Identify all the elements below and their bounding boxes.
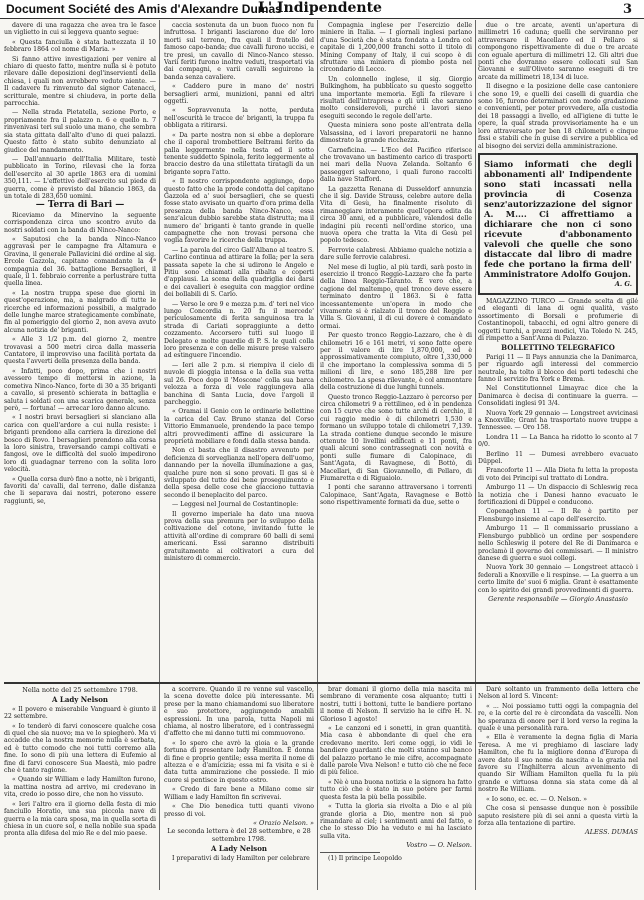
article-paragraph: Per questo tronco Reggio-Lazzaro, che è di chilometri 16 e 161 metri, vi sono fatte opere per il valore di lire 1,870,000, ed è approssimativamente compiuto, oltre 1,330,000 il che importano la complessiva somma di 5 milioni di lire, e sono 185,288 lire per chilometro. La spesa rilevante, è col ammontare della costruzione di due lunghi tunnels. [320,332,472,392]
article-paragraph: — La parola del circo Gall'Albano al teatro S. Carlino continua ad attirare la folla; per la sera passata sapete la che si udirono le Angelo e Pitiu sono chiamati alla ribalta e coperti d'applausi. La scena della quadriglia dei darsi e dei cavalieri è eseguita con maggior ordine dei bollabili di S. Carlo. [164,246,314,299]
article-paragraph: « La nostra truppa spese due giorni in quest'operazione, ma, a malgrado di tutte le ricerche ed informazioni possibili, a malgrado delle lunghe marce strategicamente combinate, fin al pomeriggio del giorno 2, non aveva avuto alcuna notizia de' briganti. [4,289,156,334]
telegraph-item: Nel Constitutionnel Limayrac dice che la Danimarca è decisa di continuare la guerra. — Consolidati inglesi 91 3/4. [478,385,638,408]
article-paragraph: « Infatti, poco dopo, prima che i nostri avessero tempo di mettersi in azione, la cometiva Ninco-Nanco, forte di 30 a 35 briganti a cavallo, si presentò schierata in battaglia e saluta i soldati con una scarica generale, senza però, — fortuna! — arrecar loro danno alcuno. [4,367,156,412]
telegraph-item: Berlino 11 — Dumesi avrebbero evacuato Düppel. [478,450,638,466]
letter-dateline: Nella notte del 25 settembre 1798. [22,686,138,694]
article-paragraph: « Sopravvenuta la notte, perduta nell'oscurità le tracce de' briganti, la truppa fu obbligata a ritirarsi. [164,107,314,130]
footnote: (1) Il principe Leopoldo [328,854,402,862]
letter-signature: « Orazio Nelson. » [253,818,314,827]
column-divider [475,20,476,890]
letter-paragraph: a scorrere. Quando il re venne sul vascello, la scena dovette dolce più interessante. Mi prese per la mano chiamandomi suo liberatore e suo protettore, aggiungendo amabili espressioni. In una parola, tutta Napoli mi chiama, al nostro liberatore, ed i contrassegni d'affetto che mi danno tutti mi commuovono. [164,686,314,738]
letter-paragraph: « Ieri l'altro era il giorno della festa di mio fanciullo Horatio, una sua piccola nave di guerra e la mia cara sposa, ma in quella sorta di chiesa in un cuore sol, e nella nobile sua spada pronta alla difesa del mio Re e del mio paese. [4,800,156,838]
article-paragraph: Nel mese di luglio, al più tardi, sarà posto in esercizio il tronco Reggio-Lazzaro che fa parte della linea Reggio-Taranto. È vero che, a cagione del maltempo, quel tronco deve essere terminato dentro il 1863. Si è fatta incessantemente un'opera in modo che vivamente si è rialzato il tronco del Reggio e Villa S. Giovanni, il di cui dovere è comandato ormai. [320,263,472,330]
letter-paragraph: « Io tenderò di farvi conoscere qualche cosa di quel che sia nuovo; ma ve lo spiegherò. Ma vi accadde che la nostra memorie nulla è serbata, ed è tutto comodo che noi tutti corremo alla fine. Io sono di più una lettera di Eufemio al fine di farvi conoscere Sua Maestà, mio padre che è tanto ragione. [4,722,156,775]
article-paragraph: Il disegno e la posizione delle case cantoniere che sono 19, e quelli dei caselli di guardia che sono 16, furono determinati con modo gradazione e convenienti, per poter provvedere, alla custodia dei 18 passaggi a livello, ed all'igiene di tutte le opere, la qual strada provvisoriamente ha e un loro attraversato per ben 18 chilometri e cinque fissi e stabili che in guise di servire a pubblica ed al bisogno dei servizi della amministrazione. [478,83,638,150]
manager-signature: Gerente responsabile — Giorgio Anastasio [488,594,628,603]
telegraph-item: Francoforte 11 — Alla Dieta fu letta la proposta di voto dei Principi sul trattato di Londra. [478,467,638,482]
feuilleton-column-3 [320,686,472,891]
letter-paragraph: « Che Dio benedica tutti quanti vivono presso di voi. [164,803,314,818]
column-divider [159,20,160,890]
bulletin-title: BOLLETTINO TELEGRAFICO [501,343,615,353]
article-paragraph: « Oramai il Genio con le ordinarie bollettine la carica del Cav. Bruno stanza del Corso Vittorio Emmanuele, prendendo la pace tempo altri provvedimenti affine di assicurare la proprietà mobiliare e fondi dalla stessa banda. [164,408,314,445]
article-paragraph: I ponti che saranno attraversano i torrenti Calopinace, Sant'Agata, Ravagnese e Bottò sono rispettivamente formati da due, sette o [320,484,472,507]
article-paragraph: davere di una ragazza che avea tra le fasce un viglietto in cui si leggeva quanto segue: [4,22,156,37]
footnote-rule [320,852,380,853]
article-paragraph: « I nostri bravi bersaglieri si slanciano alla carica con quell'ardore a cui nulla resiste: i briganti prendono alla carriera la direzione del bosco di Rovo. I bersaglieri prendono alla corsa la loro sinistra, traversando campi coltivati e fangosi, ove le difficoltà del suolo impedirono loro di guadagnar terreno con la solita loro velocità. [4,414,156,474]
letter-paragraph: brar domani il giorno della mia nascita mi sembrano di veramente cosa alquanto; tutti i nostri, tutti i bottoni, tutte le bandiere portano il nome di Nelson. Il servizio ha le cifre H. N. Glorioso 1 agosto! [320,686,472,723]
feuilleton-column-1 [4,686,156,891]
letter-paragraph: « Le canzoni ed i sonetti, in gran quantità. Mia casa è abbondante di quel che era credevano merito. Ieri come oggi, io vidi le bandiere guardanti che molti stanno sul banco del palazzo portano le mie cifre, accompagnate dalle parole Viva Nelson! e tutto ciò che ne fece di più felice. [320,725,472,777]
letter-paragraph: Che cosa si pensasse dunque non è possibile saputo resistere più di sei anni a questa virtù la forza alla tentazione di partire. [478,805,638,827]
article-paragraph: « Saputosi che la banda Ninco-Nanco aggravasi per le campagne fra Altamura e Gravina, il generale Pallavicini dié ordine al sig. Ercole Gazzola, capitano comandante la 4ª compagnia del 36. battaglione Bersaglieri, il quale, il 1. febbraio corrente a perlustrare tutta quella linea. [4,235,156,288]
advertisement: MAGAZZINO TURCO — Grande scelta di gilé ed eleganti di lana di ogni qualità, vasto assortimento di Borsali e profumerie di Costantinopoli, tabacchi, ed ogni altro genere di oggetti turchi, a prezzi modici, Via Toledo N. 245, di rimpetto a Sant'Anna di Palazzo. [478,297,638,342]
article-paragraph: Si fanno attive investigazioni per venire al chiaro di questo fatto, mentre nulla si è potuto rilevare dalle deposizioni degl'inservienti della chiesa, i quali non avrebbero veduto niente. — Il cadavere fu rinvenuto dal signor Catenacci, scritturale, mentre si chiudeva, in porte della parrocchia. [4,55,156,108]
feuilleton-divider [4,682,640,684]
article-paragraph: La gazzetta Renana di Dusseldorf annunzia che il sig. Davide Strauss, celebre autore della Vita di Gesù, ha finalmente risoluto di rimaneggiare interamente quell'opera edita da circa 30 anni, ed a pubblicare, valendosi delle indagini più recenti nell'ordine storico, una nuova opera che tratta la Vita di Gesù pel popolo tedesco. [320,185,472,245]
newspaper-masthead: L' Indipendente [258,0,382,16]
telegraph-item: Parigi 11 — Il Pays annunzia che la Danimarca, per riguardo agli interessi del commercio neutrale, ha tolto il blocco dei porti tedeschi che fanno il servizio fra York e Brema. [478,353,638,383]
feuilleton-column-2 [164,686,314,891]
article-paragraph: — Ieri alle 2 p.m. si riempiva il cielo di nuvole di pioggia intensa e la della sua vetta sul 26. Poco dopo il 'Moscone' colla sua barca velozza a forza di vele raggiungeva alla banchina di Santa Lucia, dove l'argoli il parcheggio. [164,361,314,406]
article-paragraph: Ferrovie calabresi. Abbiamo qualche notizia a dare sulle ferrovie calabresi. [320,246,472,262]
letter-paragraph: « Credo di fare bene a Milano come sir William e lady Hamilton fin scrivevai. [164,786,314,801]
document-source-title: Document Société des Amis d'Alexandre Dumas [6,2,282,16]
letter-addressee: A Lady Nelson [211,844,267,854]
letter-paragraph: « Io sono, ec. ec. — O. Nelson. » [486,795,588,803]
letter-paragraph: « Il povero e miserabile Vanguard è giunto il 22 settembre. [4,705,156,721]
letter-paragraph: « ... Noi possiamo tutti oggi la compagnia del re, e la corte del re è circondata da vascelli. Non ho speranza di onore per il lord verso la regina la quale è una personalità rara. [478,702,638,733]
article-paragraph: « Caddero pure in mano de' nostri bersaglieri armi, munizioni, panni ed altri oggetti. [164,83,314,106]
article-paragraph: « Il nostro corrispondente aggiunge, dopo questo fatto che la prode condotta del capitano Gazzola ed a' suoi bersaglieri, che se questi fosse stato avvisato un quarto d'ora prima della presenza della banda Ninco-Nanco, essa senz'alcun dubbio sarebbe stata distrutta; ma il numero de' briganti è tanto grande in quelle campagnette che non trovasi persona che voglia favorire le ricerche della truppa. [164,178,314,245]
column-1 [4,22,156,682]
article-paragraph: « Questa fanciulla è stata battezzata il 10 febbraro 1864 col nome di Maria. » [4,38,156,54]
telegraph-item: Amburgo 11 — Un dispaccio di Schleswig reca la notizia che i Danesi hanno evacuato le fortificazioni di Düppel e conducono. [478,484,638,507]
article-paragraph: Un colonnello inglese, il sig. Giorgio Bulkinghom, ha pubblicato su questo soggetto una importante memoria. Egli fa rilevare i risultati dell'intrapresa e gli utili che saranno molto considerevoli, purché i lavori sieno eseguiti secondo le regole dell'arte. [320,75,472,120]
page-number: 3 [622,2,632,17]
article-paragraph: Il governo imperiale ha dato una nuova prova della sua premura per lo sviluppo della coltivazione del cotone, invitando tutte le attività all'ordine di comprare 60 balli di semi americani. Essi saranno distribuiti gratuitamente ai coltivatori a cura del ministero di commercio. [164,510,314,563]
column-2 [164,22,314,682]
notice-signature: A. G. [614,279,632,288]
article-paragraph: — Verso le ore 9 e mezza p.m. d' teri nel vico lungo Concordia n. 20 fu il mercede' periculosamente di ferita sanguinosa tra la strada di Cariati sopraggiunte a detto cozzamento. Accorsero tutti sul luogo il Delegato e molte guardie di P. S. le quali colla loro presenza e con delle misure prese valsero ad estinguere l'incendio. [164,300,314,360]
telegraph-item: Nuova York 30 gennaio — Longstreet attaccò i federali a Knoxville e li respinse. — La guerra a un certo limite de' suoi 6 miglia. Grant è esattamente con lo spirito dei grandi provvedimenti di guerra. [478,564,638,594]
column-divider [317,20,318,890]
author-signature: ALESS. DUMAS [585,828,638,837]
letter-signature: Vostro — O. Nelson. [406,841,472,850]
article-paragraph: Questa miniera sono poste all'entrata della Valsassina, ed i lavori preparatorii ne hanno dimostrato la grande ricchezza. [320,122,472,145]
article-paragraph: « Da parte nostra non si ebbe a deplorare che il caporal trombettiere Beltrami ferito da palla leggermente nella testa ed il sotto tenente suddetto Spinola, ferito leggermente al braccio destro da una stilettata tiratagli da un brigante sopra l'atto. [164,131,314,176]
telegraph-item: Nuova York 29 gennaio — Longstreet avvicinasi a Knoxville; Grant ha trasportato nuove truppe a Tennessee. — Oro 158. [478,409,638,432]
article-paragraph: Questo tronco Reggio-Lazzaro è percorso per circa chilometri 9 a rettilineo, ed è in pendenza con 15 curve che sono tutte archi di cerchio, il cui raggio medio è di chilometri 1,530 e formano un sviluppo totale di chilometri 7,139. La strada contiene dunque secondo le misure ottenute 10 livellini edificati e 11 ponti, fra quali alcuni sono contrassegnati con novità e ponti sulle fiumare di Calopinace, di Sant'Agata, di Ravagnese, di Bottò, di Macellari, di San Giovannello, di Pellaro, di Fiumaretta e di Riguaiolo. [320,393,472,482]
letter-paragraph: Daré soltanto un frammento della lettera che Nelson al lord S. Vincent: [478,686,638,701]
letter-paragraph: « Nè è una buona notizia e la signora ha fatto tutto ciò che è stato in suo potere per farmi questa festa la più bella possibile. [320,778,472,801]
telegraph-item: Amburgo 11 — Il commissario prussiano a Flensburgo pubblicò un ordine per sospendere nello Schleswig il potere del Re di Danimarca e proclamò il governo dei commissari. — Il ministro danese di guerra e suoi collegi. [478,525,638,562]
article-paragraph: — Nella strada Pietatella, sezione Porto, e propriamente fra il palazzo n. 6 e quello n. 7 rinvenivasi teri sul suolo una mano, che sembra sia stata gittata dall'alto d'uno di quei palazzi. Questo fatto è stato subito denunziato al giudice del mandamento. [4,109,156,154]
letter-paragraph: « Tutta la gloria sia rivolta a Dio e al più grande gloria a Dio, mentre non si può rimandare al ciel; i sentimenti anni del fatto, e che lo stesso Dio ha veduto e mi ha lasciato sulla vita. [320,803,472,840]
letter-paragraph: « Quando sir William e lady Hamilton furono, la mattina nostra ad arrivo, mi credevano in vita, credo io posso dire, che non ho vissuto. [4,776,156,799]
letter-addressee: A Lady Nelson [52,695,108,705]
article-paragraph: — Dall'annuario dell'Italia Militare, testè pubblicato in Torino, rilevasi che la forza dell'esercito al 30 aprile 1863 era di uomini 350,111. — L'effettivo dell'esercito sul piede di guerra, come è previsto dal bilancio 1863, da un totale di 283,650 uomini. [4,155,156,200]
article-paragraph: caccia sostenuta da un buon fuoco non fu infruttosa. I briganti lasciarono due de' loro morti sul terreno, fra quali il fratello del famoso capo-banda; due cavalli furono uccisi, e tre presi, un cavallo di Ninco-Nanco stesso. Varii feriti furono inoltre veduti, trasportati via dai compagni, e varii cavalli seguirono la banda senza cavaliere. [164,22,314,81]
letter-paragraph: I preparativi di lady Hamilton per celebrare [172,854,310,862]
notice-text: Siamo informati che degli abbonamenti all' Indipendente sono stati incassati nella provincia di Cosenza senz'autorizzazione del signor A. M.... Ci affrettiamo a dichiarare che non ci sono ricevute d'abbonamento valevoli che quelle che sono distaccate dal libro di madre fede che portano la firma dell' Amministratore Adolfo Goujon. [484,158,632,279]
article-paragraph: due o tre arcate, aventi un'apertura di millimetri 16 caduna; quelli che serviranno per attraversare il Macellaro ed il Pellaro si compongono rispettivamente di due o tre arcate con eguale apertura di millimetri 12. Gli altri due ponti che dovranno essere collocati sul San Giovanni e sull'Oliveto saranno eseguiti di tre arcate da millimetri 18,134 di luce. [478,22,638,81]
column-3 [320,22,472,682]
letter-paragraph: « Io spero che avrò la gioia e la grande fortuna di presentare lady Hamilton. È donna di fine e proprio gentile; essa merita il nome di altezza e e d'amicizia; essa mi fa visita e si è data tutta ammirazione che possiede. Il mio cuore si pentisce in questo estro. [164,739,314,784]
article-paragraph: « Quella corsa durò fino a notte, nè i briganti, favoriti da' cavalli, dal terreno, dalle distanza che li separava dai nostri, poterono essere raggiunti, se, [4,475,156,505]
letter-paragraph: « Ella è veramente la degna figlia di Maria Teresa. A me vi preghiamo di lasciare lady Hamilton, che fu la migliore donna d'Europa di avere dato il suo nome da nascita e la grazia nel favore su l'Inghilterra alcun avvenimento di quando Sir William Hamilton quella fu la più grande e virtuosa donna sia stata come dà al nostro Re William. [478,734,638,794]
article-paragraph: Compagnia inglese per l'esercizio delle miniere in Italia. — I giornali inglesi parlano d'una Società che è stata fondata a Londra col capitale di 1,200,000 franchi sotto il titolo di Mining Company of Italy, il cui scopo è di sfruttare una miniera di piombo posta nel circondario di Lecco. [320,22,472,74]
telegraph-item: Copenaghen 11 — Il Re è partito per Flensburgo insieme al capo dell'esercito. [478,508,638,523]
article-paragraph: Non ci basta che il disastro avvenuto per deficienza di sorveglianza nell'opera dell'uomo, dannando per la novella illuminazione a gas, qualche pure non si sono provati. Il gas si è sviluppato del tutto dei bene proseguimento e della spesa delle cose che giacciono tuttavia secondo il beneplacito del parco. [164,447,314,499]
letter-dateline: Le seconda lettera è del 28 settembre, e 28 settembre 1798. [167,827,311,843]
subscription-notice-box [478,153,638,295]
section-heading: — Terra di Bari — [35,200,125,211]
telegraph-item: Londra 11 — La Banca ha ridotto lo sconto al 7 0/0. [478,433,638,449]
article-paragraph: « Alle 3 1/2 p.m. del giorno 2, mentre trovavasi a 500 metri circa dalla masseria Cantatore, il improvviso una facilità portata da questa l'avverti della presenza della banda. [4,336,156,366]
article-paragraph: Carneficina. — L'Eco del Pacifico riferisce che trovavano un bastimento carico di trasporti nei mari della Nuova Zelanda. Soltanto 6 passeggeri salvarono, i quali furono raccolti dalla nave Stafford. [320,146,472,184]
top-bar [0,0,644,19]
column-4 [478,22,638,682]
article-paragraph: Riceviamo da Minervino la seguente corrispondenza circa uno scontro avuto da nostri soldati con la banda di Ninco-Nanco: [4,211,156,234]
feuilleton-column-4 [478,686,638,891]
article-paragraph: — Leggesi nel Journal de Costantinople: [172,501,299,509]
